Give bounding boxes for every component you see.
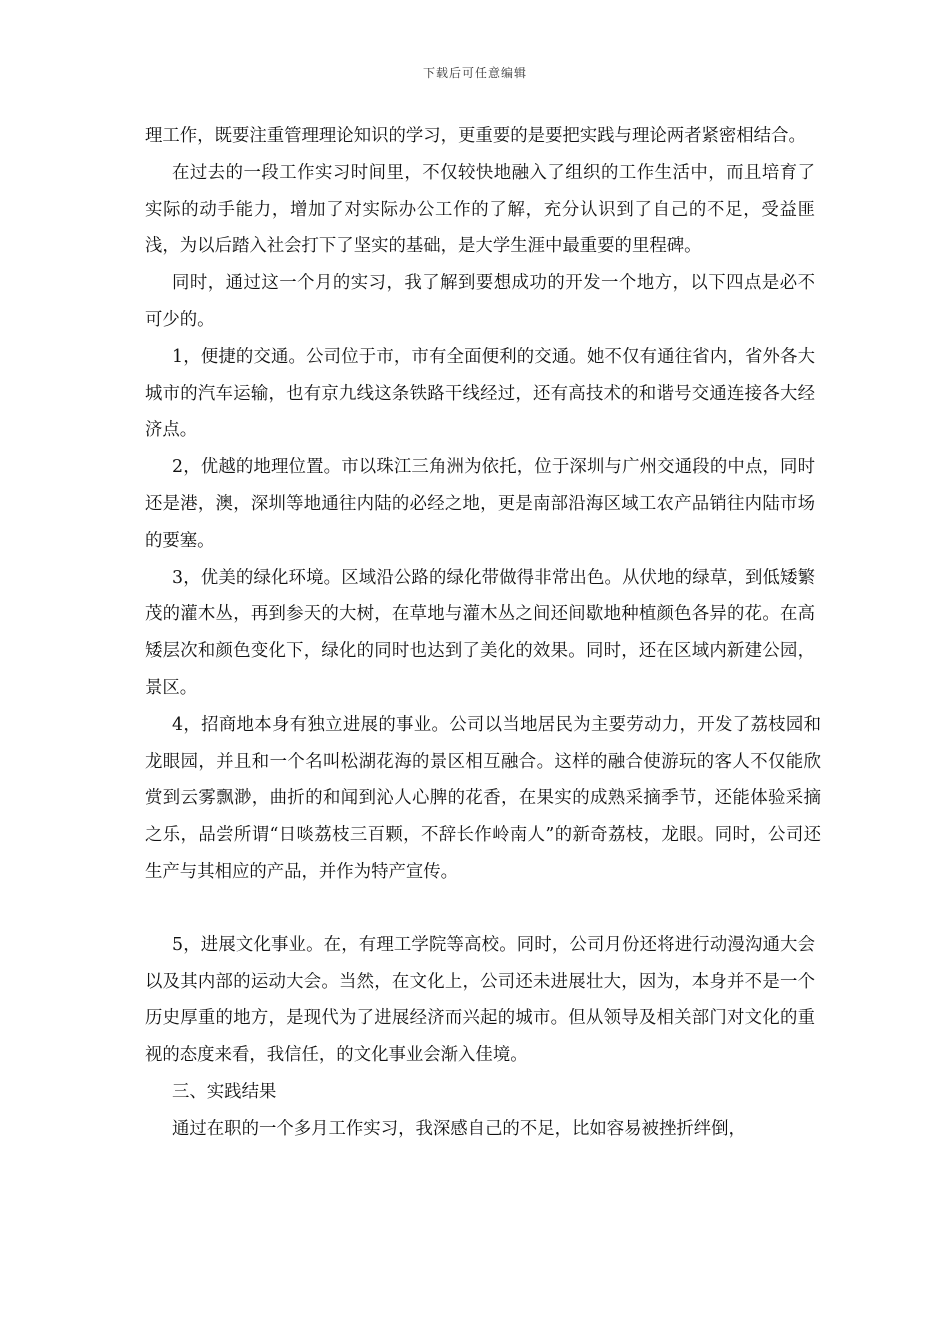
paragraph-point-4-business: 4，招商地本身有独立进展的事业。公司以当地居民为主要劳动力，开发了荔枝园和龙眼园，并且和一个名叫松湖花海的景区相互融合。这样的融合使游玩的客人不仅能欣赏到云雾飘渺，曲折的和闻到沁人心脾的花香，在果实的成熟采摘季节，还能体验采摘之乐，品尝所谓“日啖荔枝三百颗，不辞长作岭南人”的新奇荔枝，龙眼。同时，公司还生产与其相应的产品，并作为特产宣传。 — [145, 714, 821, 882]
section-heading-practice-results: 三、实践结果 — [172, 1081, 277, 1102]
blank-line — [145, 891, 815, 927]
paragraph-four-points-intro: 同时，通过这一个月的实习，我了解到要想成功的开发一个地方，以下四点是必不可少的。 — [145, 273, 815, 330]
paragraph-intro-continuation: 理工作，既要注重管理理论知识的学习，更重要的是要把实践与理论两者紧密相结合。 — [145, 126, 806, 146]
page-header: 下载后可任意编辑 — [422, 66, 527, 80]
paragraph-internship-reflection: 在过去的一段工作实习时间里，不仅较快地融入了组织的工作生活中，而且培育了实际的动手能力，增加了对实际办公工作的了解，充分认识到了自己的不足，受益匪浅，为以后踏入社会打下了坚实的基础，是大学生涯中最重要的里程碑。 — [145, 162, 815, 257]
paragraph-point-3-greening: 3，优美的绿化环境。区域沿公路的绿化带做得非常出色。从伏地的绿草，到低矮繁茂的灌木丛，再到参天的大树，在草地与灌木丛之间还间歇地种植颜色各异的花。在高矮层次和颜色变化下，绿化的同时也达到了美化的效果。同时，还在区域内新建公园，景区。 — [145, 567, 815, 698]
paragraph-practice-results: 通过在职的一个多月工作实习，我深感自己的不足，比如容易被挫折绊倒， — [172, 1118, 746, 1139]
paragraph-point-1-transport: 1，便捷的交通。公司位于市，市有全面便利的交通。她不仅有通往省内，省外各大城市的汽车运输，也有京九线这条铁路干线经过，还有高技术的和谐号交通连接各大经济点。 — [145, 346, 815, 441]
paragraph-point-5-culture: 5，进展文化事业。在，有理工学院等高校。同时，公司月份还将进行动漫沟通大会以及其内部的运动大会。当然，在文化上，公司还未进展壮大，因为，本身并不是一个历史厚重的地方，是现代为了进展经济而兴起的城市。但从领导及相关部门对文化的重视的态度来看，我信任，的文化事业会渐入佳境。 — [145, 934, 815, 1066]
document-body — [145, 118, 821, 1148]
paragraph-point-2-location: 2，优越的地理位置。市以珠江三角洲为依托，位于深圳与广州交通段的中点，同时还是港，澳，深圳等地通往内陆的必经之地，更是南部沿海区域工农产品销往内陆市场的要塞。 — [145, 457, 815, 551]
